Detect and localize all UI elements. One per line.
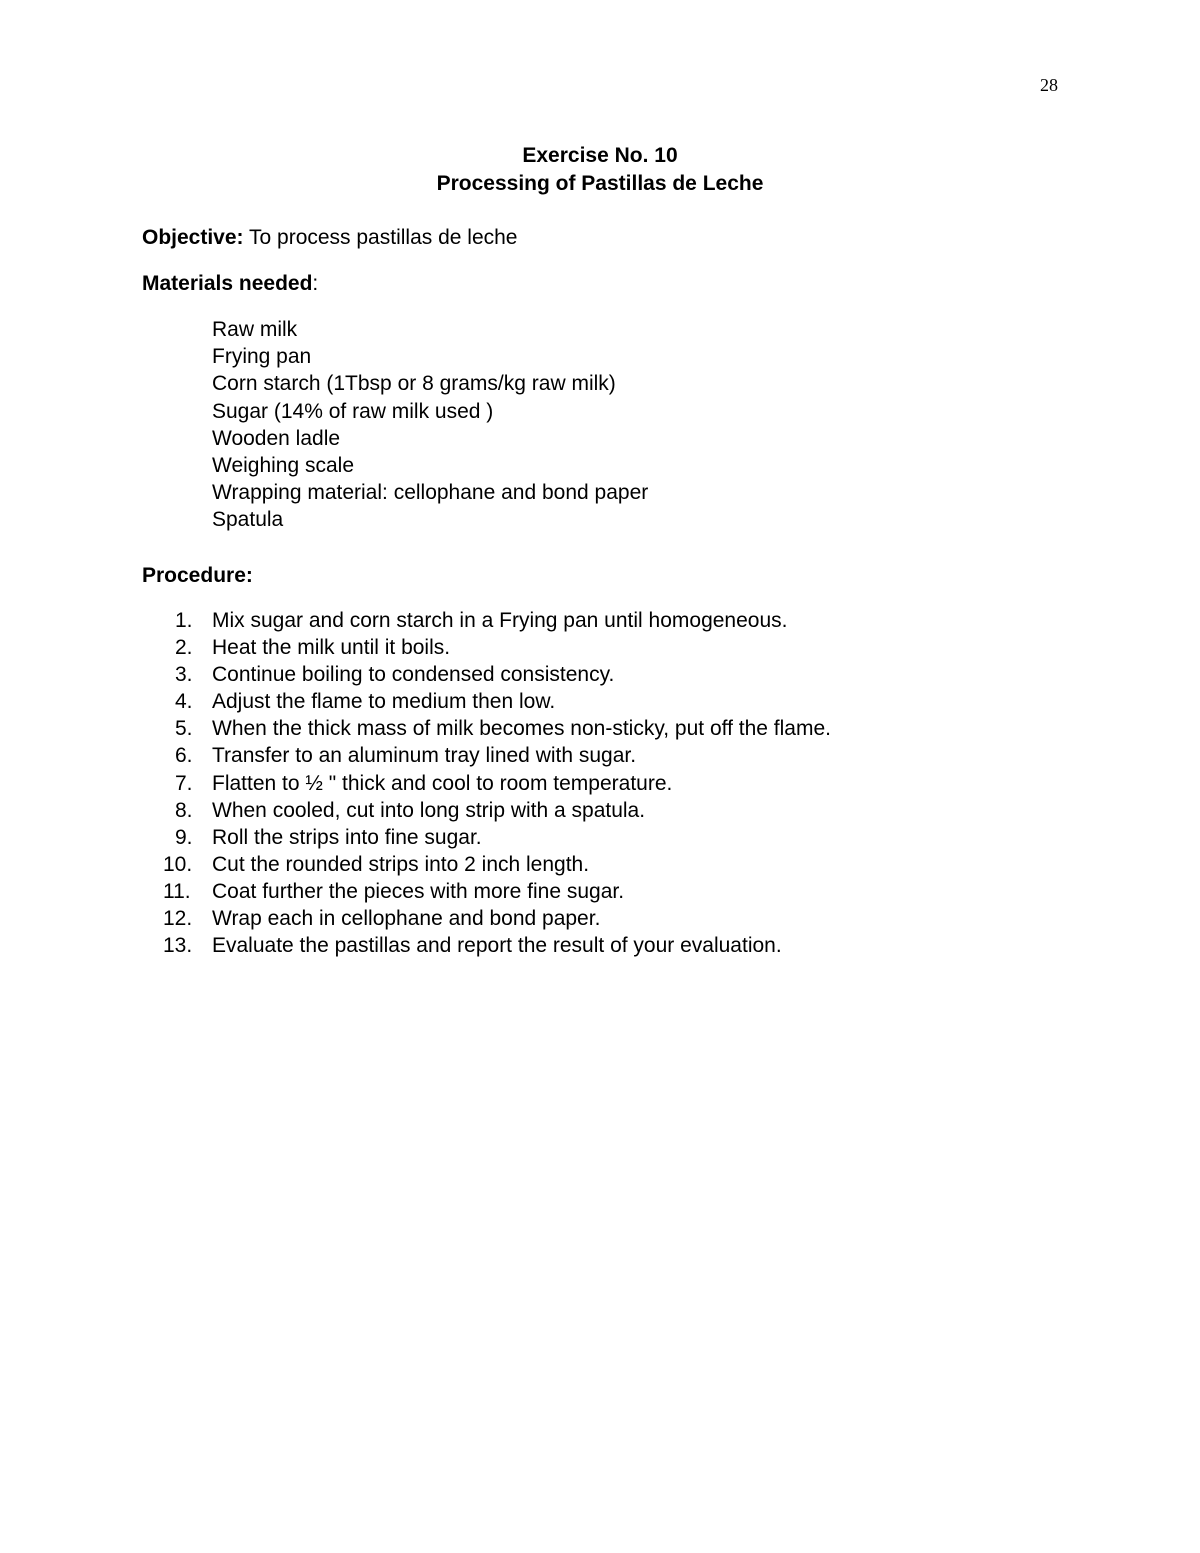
objective-text: To process pastillas de leche: [243, 226, 518, 249]
materials-label: Materials needed: [142, 272, 313, 295]
step-number: 4.: [175, 690, 193, 714]
objective-paragraph: [142, 224, 517, 252]
step-text: Cut the rounded strips into 2 inch length.: [212, 852, 590, 876]
step-text: Flatten to ½ " thick and cool to room temperature.: [212, 771, 673, 795]
procedure-step: [142, 634, 831, 661]
step-number: 13.: [163, 934, 193, 958]
procedure-step: [142, 851, 831, 878]
procedure-step: [142, 878, 831, 905]
step-text: When the thick mass of milk becomes non-sticky, put off the flame.: [212, 717, 831, 741]
materials-list: [212, 316, 648, 534]
step-text: Coat further the pieces with more fine sugar.: [212, 879, 625, 903]
materials-colon: :: [312, 272, 319, 295]
list-item: Wooden ladle: [212, 426, 341, 450]
procedure-step: [142, 905, 831, 932]
objective-label: Objective:: [142, 226, 244, 249]
procedure-heading: Procedure:: [142, 564, 253, 587]
step-number: 9.: [175, 825, 193, 849]
step-text: Evaluate the pastillas and report the result of your evaluation.: [212, 934, 782, 958]
step-text: Roll the strips into fine sugar.: [212, 825, 482, 849]
list-item: Wrapping material: cellophane and bond paper: [212, 481, 649, 505]
list-item: Raw milk: [212, 318, 298, 341]
step-text: Mix sugar and corn starch in a Frying pan until homogeneous.: [212, 609, 788, 632]
procedure-step: [142, 607, 831, 634]
step-number: 3.: [175, 663, 193, 687]
step-number: 6.: [175, 744, 193, 768]
materials-heading: [142, 270, 318, 298]
procedure-step: [142, 661, 831, 688]
procedure-step: [142, 715, 831, 742]
procedure-step: [142, 742, 831, 769]
list-item: Spatula: [212, 508, 284, 532]
step-text: Continue boiling to condensed consistency.: [212, 663, 615, 687]
step-text: When cooled, cut into long strip with a spatula.: [212, 798, 646, 822]
list-item: Corn starch (1Tbsp or 8 grams/kg raw milk): [212, 372, 616, 396]
step-text: Adjust the flame to medium then low.: [212, 690, 556, 714]
procedure-step: [142, 688, 831, 715]
step-number: 8.: [175, 798, 193, 822]
page-number: 28: [1040, 75, 1058, 95]
step-number: 7.: [175, 771, 193, 795]
exercise-title: [0, 142, 1200, 198]
step-number: 10.: [163, 852, 193, 876]
list-item: Weighing scale: [212, 454, 355, 478]
exercise-name-heading: Processing of Pastillas de Leche: [436, 172, 764, 195]
procedure-step: [142, 824, 831, 851]
procedure-step: [142, 797, 831, 824]
step-text: Heat the milk until it boils.: [212, 636, 451, 660]
procedure-step: [142, 770, 831, 797]
step-number: 2.: [175, 636, 193, 660]
procedure-step: [142, 932, 831, 959]
step-number: 11.: [163, 879, 191, 903]
list-item: Sugar (14% of raw milk used ): [212, 399, 494, 423]
step-number: 5.: [175, 717, 193, 741]
procedure-list: [142, 607, 831, 959]
step-text: Transfer to an aluminum tray lined with sugar.: [212, 744, 637, 768]
step-number: 1.: [175, 609, 193, 632]
list-item: Frying pan: [212, 345, 312, 369]
step-text: Wrap each in cellophane and bond paper.: [212, 907, 601, 931]
step-number: 12.: [163, 907, 193, 931]
exercise-number-heading: Exercise No. 10: [522, 144, 678, 167]
